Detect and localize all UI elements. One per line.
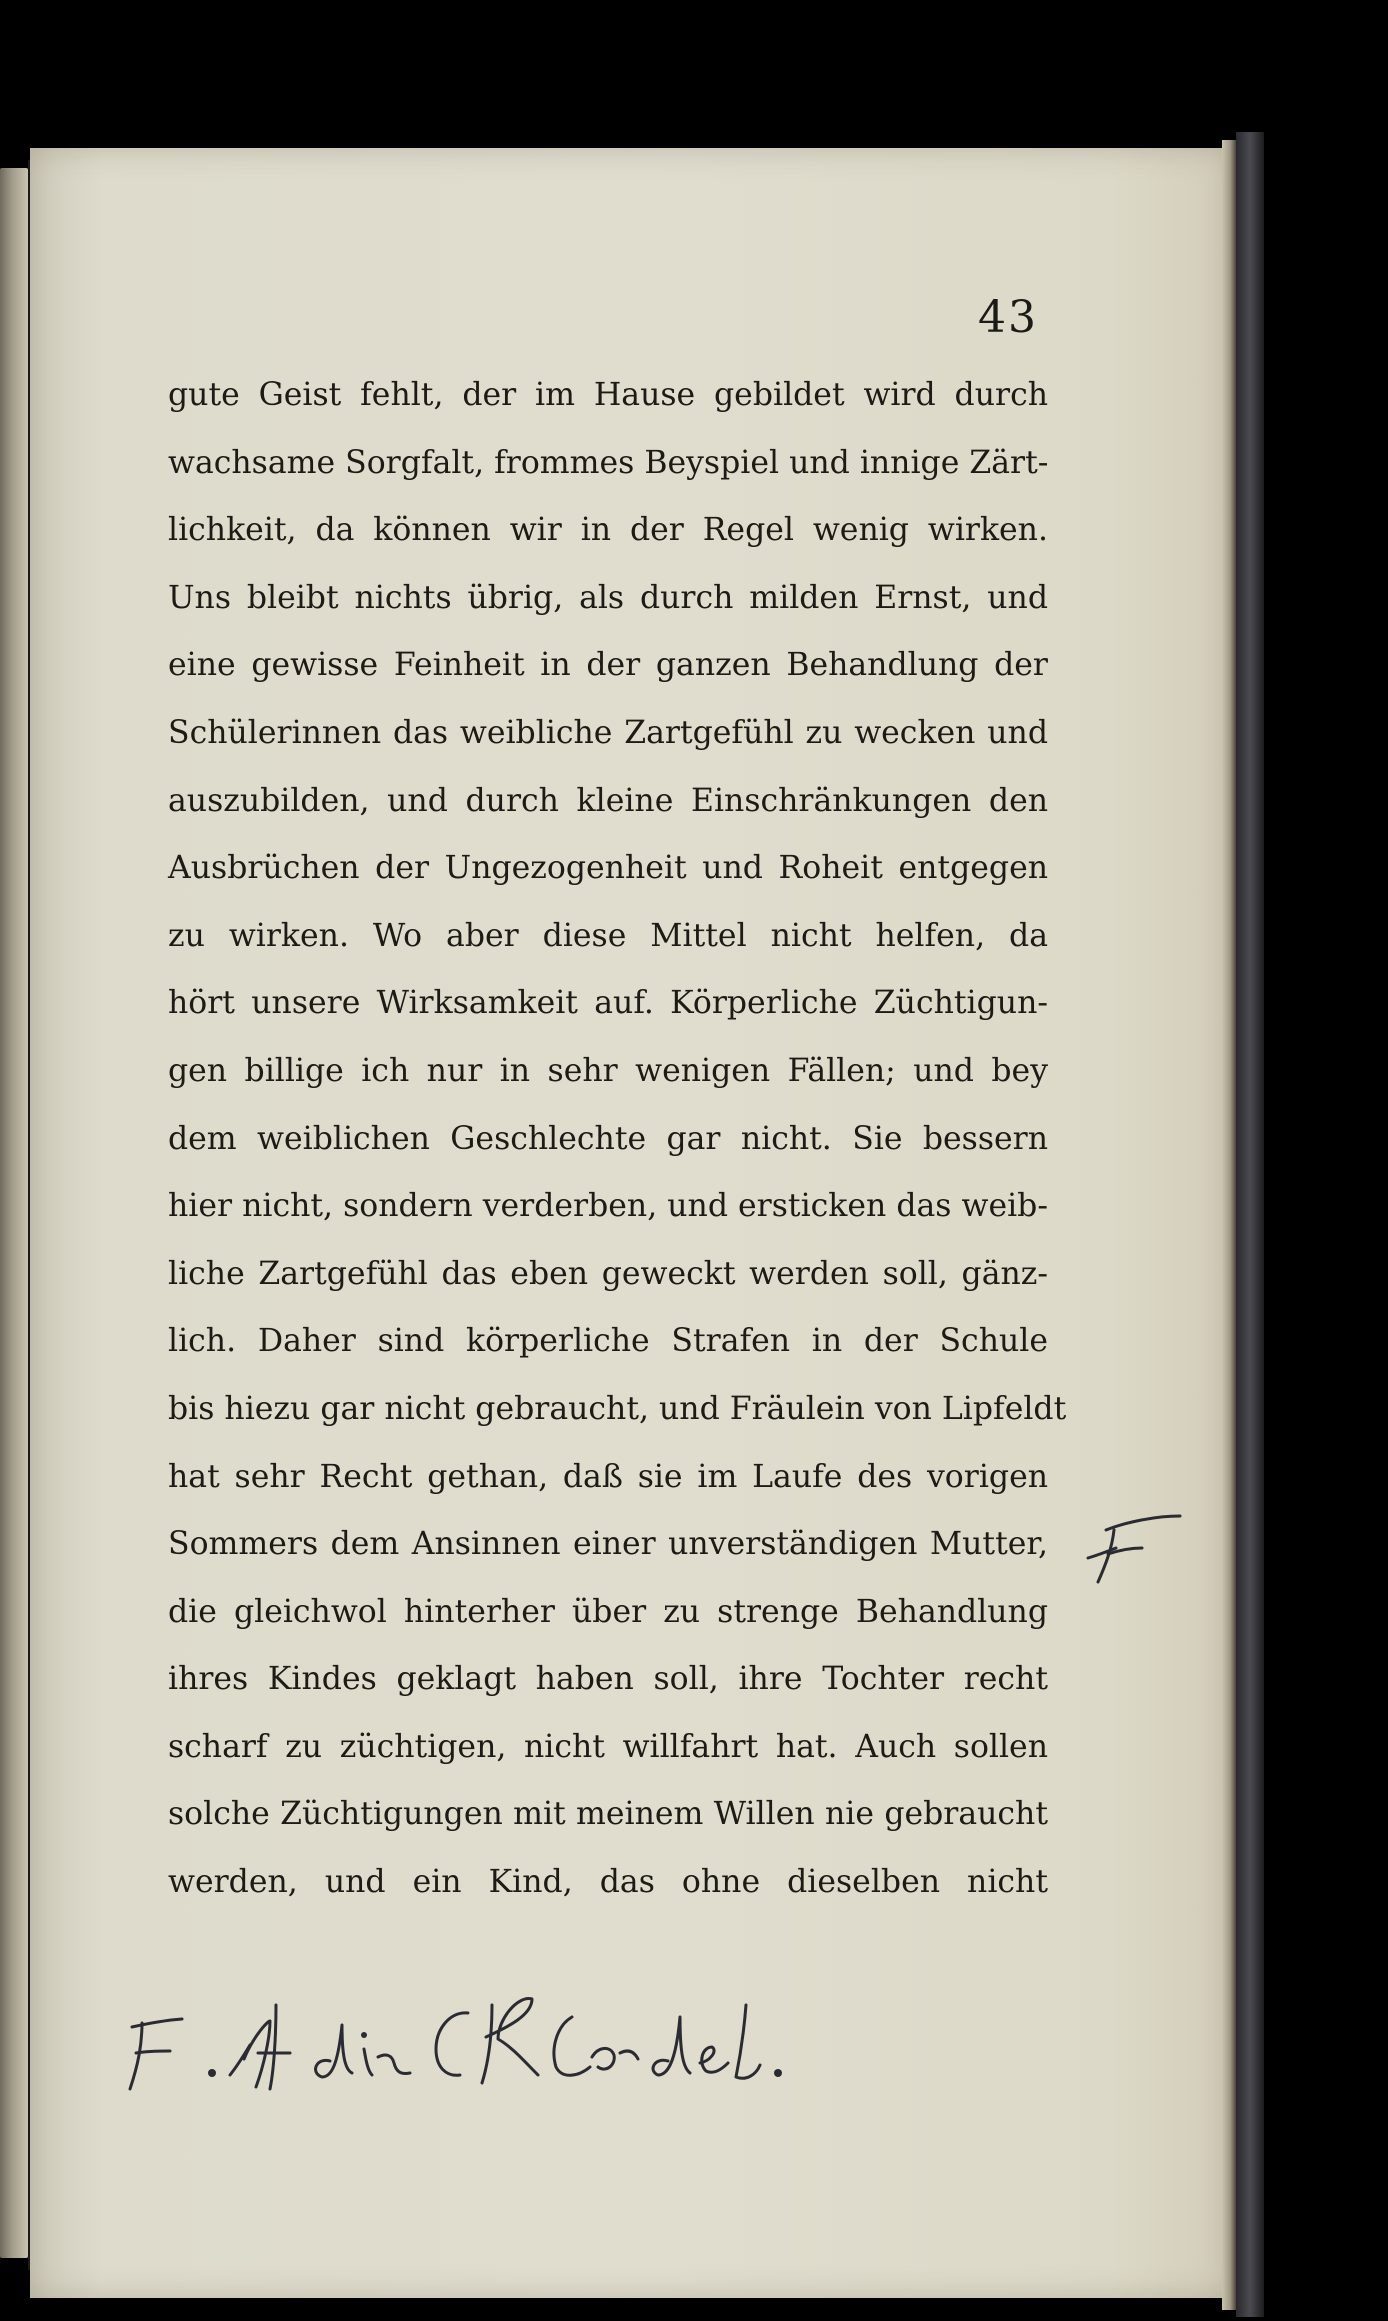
text-line: wachsame Sorgfalt, frommes Beyspiel und innige Zärt- — [168, 444, 1049, 481]
text-line: ihres Kindes geklagt haben soll, ihre Tochter recht — [168, 1661, 1048, 1698]
text-line: die gleichwol hinterher über zu strenge Behandlung — [168, 1593, 1048, 1630]
text-line: liche Zartgefühl das eben geweckt werden soll, gänz- — [168, 1255, 1048, 1292]
text-line: Uns bleibt nichts übrig, als durch milden Ernst, und — [168, 579, 1048, 616]
text-line: dem weiblichen Geschlechte gar nicht. Sie bessern — [168, 1120, 1048, 1157]
text-line: auszubilden, und durch kleine Einschränkungen den — [168, 782, 1048, 819]
text-line: Ausbrüchen der Ungezogenheit und Roheit entgegen — [168, 850, 1048, 887]
text-line: bis hiezu gar nicht gebraucht, und Fräulein von Lipfeldt — [168, 1390, 1067, 1427]
text-line: Schülerinnen das weibliche Zartgefühl zu wecken und — [168, 714, 1048, 751]
text-line: gute Geist fehlt, der im Hause gebildet wird durch — [168, 377, 1048, 413]
text-line: hat sehr Recht gethan, daß sie im Laufe des vorigen — [168, 1458, 1048, 1495]
text-line: solche Züchtigungen mit meinem Willen nie gebraucht — [168, 1796, 1048, 1833]
text-line: zu wirken. Wo aber diese Mittel nicht helfen, da — [168, 917, 1048, 954]
text-line: hört unsere Wirksamkeit auf. Körperliche Züchtigun- — [168, 985, 1048, 1022]
page-number: 43 — [978, 292, 1038, 343]
text-line: scharf zu züchtigen, nicht willfahrt hat. Auch sollen — [168, 1728, 1048, 1765]
body-text — [168, 362, 1067, 1917]
text-line: Sommers dem Ansinnen einer unverständigen Mutter, — [168, 1526, 1048, 1563]
text-line: lichkeit, da können wir in der Regel wenig wirken. — [168, 512, 1048, 549]
margin-handwritten-mark — [1076, 1500, 1186, 1590]
book-cover-edge — [1236, 132, 1264, 2317]
facing-page-edge — [0, 168, 28, 2258]
text-line: eine gewisse Feinheit in der ganzen Behandlung der — [168, 647, 1048, 684]
text-line: gen billige ich nur in sehr wenigen Fällen; und bey — [168, 1052, 1048, 1089]
text-line: werden, und ein Kind, das ohne dieselben nicht — [168, 1864, 1048, 1901]
text-line: hier nicht, sondern verderben, und ersticken das weib- — [168, 1188, 1048, 1225]
text-line: lich. Daher sind körperliche Strafen in der Schule — [168, 1323, 1048, 1360]
handwritten-signature-note — [120, 1965, 820, 2115]
page-stack-edge — [1222, 140, 1236, 2310]
